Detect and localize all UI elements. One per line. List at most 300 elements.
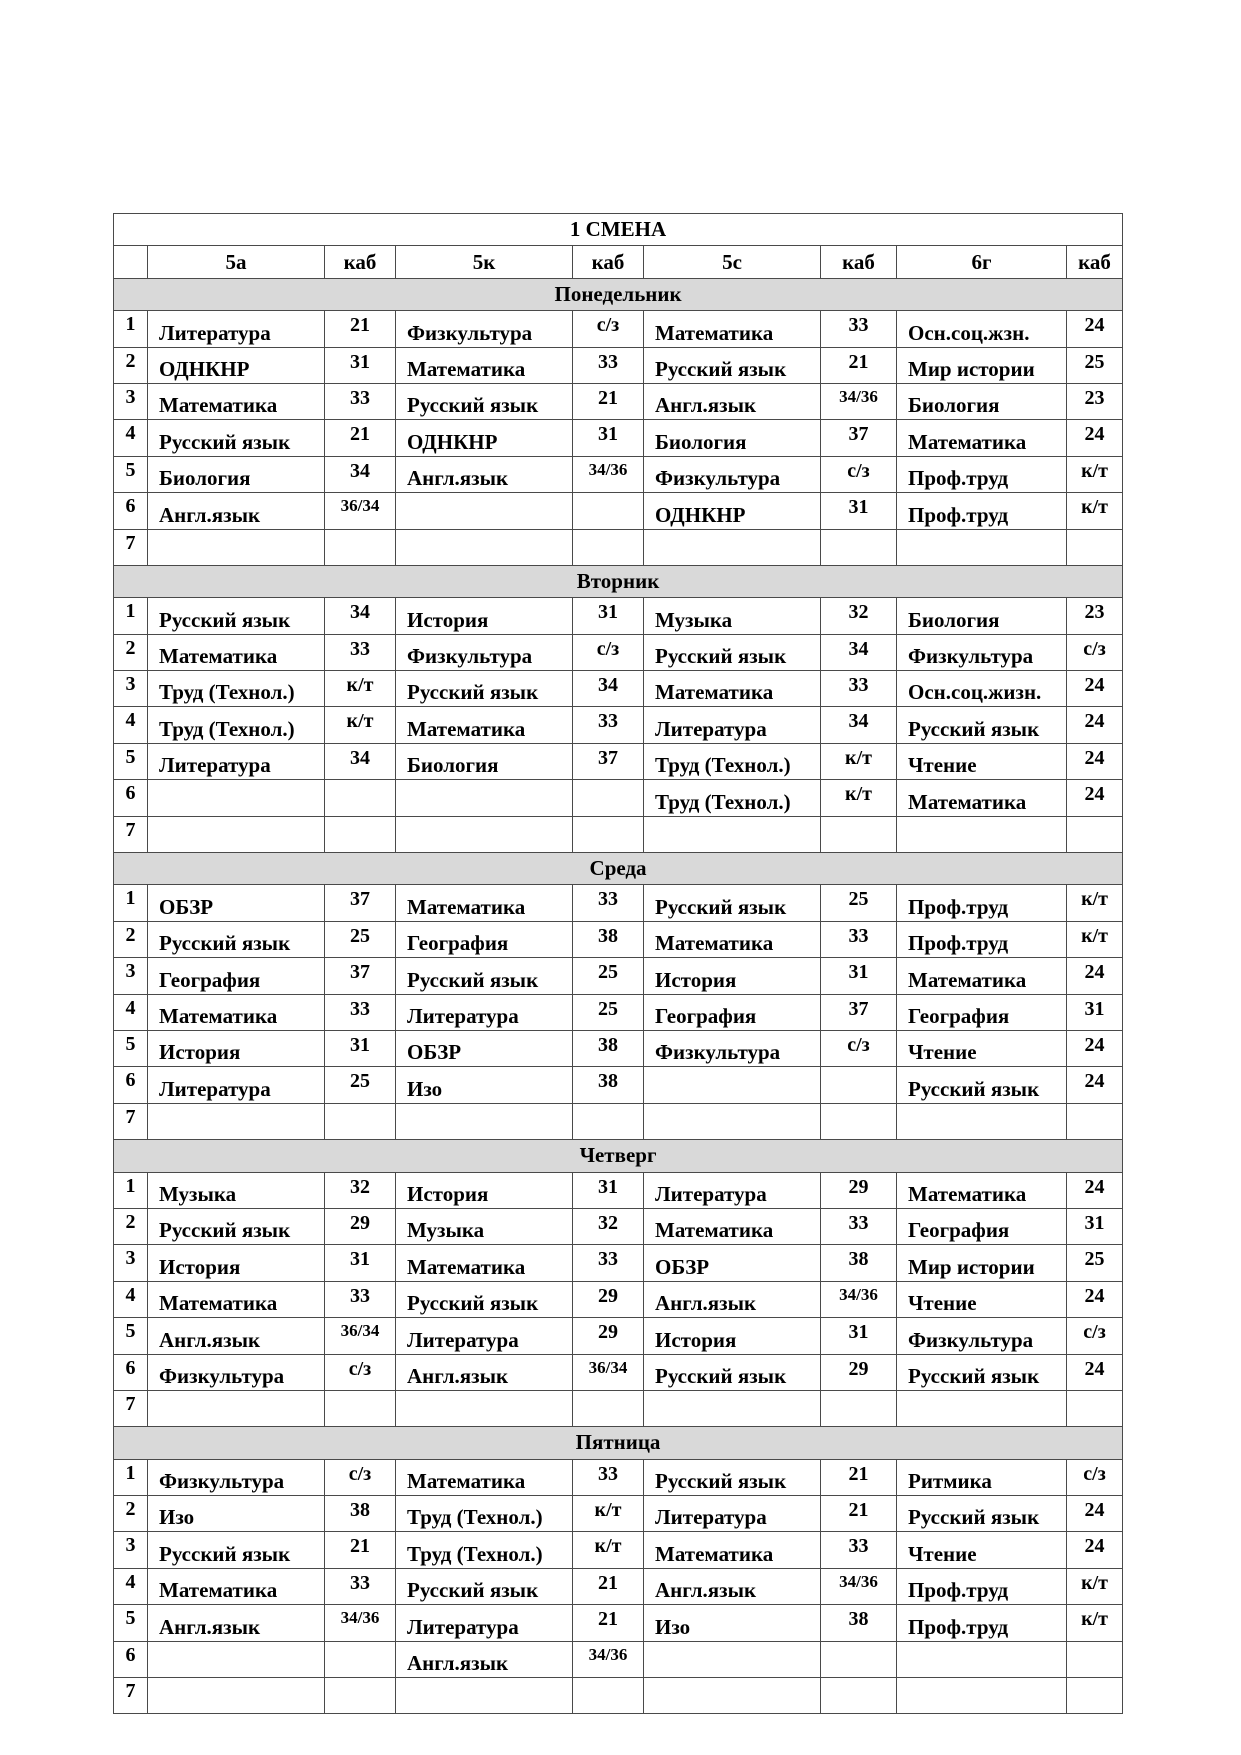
room-6g-cell — [1067, 1390, 1123, 1426]
room-6g-cell: 24 — [1067, 1030, 1123, 1066]
room-6g-cell: с/з — [1067, 634, 1123, 670]
subject-6g-cell: Математика — [897, 958, 1067, 994]
subject-5a-cell: Математика — [148, 1568, 325, 1604]
lesson-row — [114, 420, 1123, 456]
lesson-row — [114, 1678, 1123, 1714]
subject-5a-cell: Русский язык — [148, 1208, 325, 1244]
day-name: Вторник — [114, 565, 1123, 597]
room-5a-cell — [325, 816, 396, 852]
room-6g-cell: 24 — [1067, 1067, 1123, 1103]
room-5s-cell: 34/36 — [821, 383, 897, 419]
subject-5a-cell: Труд (Технол.) — [148, 671, 325, 707]
subject-6g-cell: Физкультура — [897, 634, 1067, 670]
subject-6g-cell: Русский язык — [897, 1496, 1067, 1532]
room-5k-cell: 21 — [573, 383, 644, 419]
subject-5k-cell: Русский язык — [396, 383, 573, 419]
lesson-number-cell: 4 — [114, 420, 148, 456]
room-5s-cell: 31 — [821, 958, 897, 994]
subject-5a-cell: История — [148, 1030, 325, 1066]
lesson-row — [114, 383, 1123, 419]
subject-5s-cell — [644, 529, 821, 565]
subject-5k-cell: История — [396, 1172, 573, 1208]
room-5k-cell: 29 — [573, 1281, 644, 1317]
subject-5k-cell — [396, 1678, 573, 1714]
room-5s-cell: 25 — [821, 885, 897, 921]
room-5k-cell: 31 — [573, 420, 644, 456]
subject-5a-cell — [148, 529, 325, 565]
subject-6g-cell: Русский язык — [897, 707, 1067, 743]
room-5k-cell: к/т — [573, 1532, 644, 1568]
room-6g-cell: 31 — [1067, 1208, 1123, 1244]
room-5s-cell: 38 — [821, 1605, 897, 1641]
room-5a-cell — [325, 1678, 396, 1714]
subject-5s-cell: Музыка — [644, 598, 821, 634]
subject-5s-cell: Литература — [644, 1496, 821, 1532]
room-5k-cell: 33 — [573, 1245, 644, 1281]
room-5a-cell: 25 — [325, 921, 396, 957]
room-5a-cell: 34 — [325, 743, 396, 779]
lesson-number-cell: 3 — [114, 958, 148, 994]
lesson-number-cell: 5 — [114, 456, 148, 492]
subject-5a-cell: Физкультура — [148, 1354, 325, 1390]
room-6g-cell — [1067, 1641, 1123, 1677]
subject-5k-cell: Русский язык — [396, 1568, 573, 1604]
lesson-number-cell: 6 — [114, 780, 148, 816]
subject-5a-cell: Физкультура — [148, 1459, 325, 1495]
day-header-row — [114, 278, 1123, 310]
subject-6g-cell: Математика — [897, 1172, 1067, 1208]
subject-6g-cell: Чтение — [897, 1281, 1067, 1317]
lesson-number-cell: 2 — [114, 1496, 148, 1532]
room-5k-cell — [573, 780, 644, 816]
lesson-number-cell: 4 — [114, 994, 148, 1030]
room-5a-cell: 33 — [325, 994, 396, 1030]
room-5a-cell — [325, 529, 396, 565]
room-6g-cell: 23 — [1067, 598, 1123, 634]
room-5k-cell: 21 — [573, 1568, 644, 1604]
room-6g-cell: 24 — [1067, 707, 1123, 743]
subject-5k-cell — [396, 1390, 573, 1426]
subject-5a-cell: Математика — [148, 383, 325, 419]
subject-5a-cell: ОДНКНР — [148, 347, 325, 383]
room-5s-cell: 21 — [821, 1459, 897, 1495]
subject-5k-cell: Биология — [396, 743, 573, 779]
room-6g-cell: к/т — [1067, 456, 1123, 492]
lesson-row — [114, 1245, 1123, 1281]
room-5s-cell: 33 — [821, 1208, 897, 1244]
room-6g-cell: 25 — [1067, 347, 1123, 383]
lesson-number-cell: 4 — [114, 1568, 148, 1604]
lesson-number-cell: 2 — [114, 1208, 148, 1244]
subject-6g-cell: Ритмика — [897, 1459, 1067, 1495]
room-6g-cell — [1067, 1678, 1123, 1714]
subject-5k-cell: Англ.язык — [396, 1641, 573, 1677]
room-5s-cell: 37 — [821, 994, 897, 1030]
subject-6g-cell: Проф.труд — [897, 885, 1067, 921]
room-6g-cell: с/з — [1067, 1318, 1123, 1354]
subject-5k-cell: География — [396, 921, 573, 957]
room-5k-cell: 38 — [573, 1030, 644, 1066]
room-5a-cell: 36/34 — [325, 1318, 396, 1354]
room-5s-cell: 34 — [821, 634, 897, 670]
subject-6g-cell — [897, 1390, 1067, 1426]
subject-5a-cell — [148, 816, 325, 852]
subject-5a-cell: Русский язык — [148, 921, 325, 957]
lesson-number-cell: 1 — [114, 598, 148, 634]
room-6g-cell: 24 — [1067, 1281, 1123, 1317]
room-5k-cell: 25 — [573, 994, 644, 1030]
subject-5a-cell: Англ.язык — [148, 493, 325, 529]
room-5k-cell: 31 — [573, 1172, 644, 1208]
lesson-number-cell: 7 — [114, 816, 148, 852]
lesson-number-cell: 2 — [114, 921, 148, 957]
subject-6g-cell: Чтение — [897, 1030, 1067, 1066]
subject-5s-cell: Англ.язык — [644, 1568, 821, 1604]
room-5a-cell: 31 — [325, 1245, 396, 1281]
room-5a-cell: 38 — [325, 1496, 396, 1532]
lesson-number-cell: 7 — [114, 1678, 148, 1714]
subject-5s-cell — [644, 1641, 821, 1677]
room-5s-cell: 38 — [821, 1245, 897, 1281]
subject-5k-cell: Англ.язык — [396, 1354, 573, 1390]
subject-6g-cell — [897, 1103, 1067, 1139]
lesson-row — [114, 816, 1123, 852]
subject-6g-cell — [897, 1678, 1067, 1714]
subject-6g-cell: Биология — [897, 598, 1067, 634]
subject-6g-cell: Мир истории — [897, 347, 1067, 383]
subject-5a-cell — [148, 1103, 325, 1139]
lesson-row — [114, 1318, 1123, 1354]
subject-5a-cell: Литература — [148, 1067, 325, 1103]
room-5k-cell — [573, 1103, 644, 1139]
room-5k-cell: 33 — [573, 885, 644, 921]
day-header-row — [114, 853, 1123, 885]
lesson-row — [114, 743, 1123, 779]
lesson-number-cell: 7 — [114, 529, 148, 565]
lesson-row — [114, 1605, 1123, 1641]
header-class-5k: 5к — [396, 246, 573, 278]
lesson-number-cell: 5 — [114, 743, 148, 779]
subject-5k-cell: ОБЗР — [396, 1030, 573, 1066]
lesson-row — [114, 1568, 1123, 1604]
lesson-row — [114, 493, 1123, 529]
lesson-number-cell: 5 — [114, 1318, 148, 1354]
subject-5a-cell — [148, 780, 325, 816]
room-6g-cell: 24 — [1067, 1354, 1123, 1390]
subject-5s-cell: Русский язык — [644, 1459, 821, 1495]
room-5k-cell: к/т — [573, 1496, 644, 1532]
subject-5s-cell: Русский язык — [644, 885, 821, 921]
room-5s-cell: с/з — [821, 456, 897, 492]
room-5s-cell: с/з — [821, 1030, 897, 1066]
subject-5k-cell: Русский язык — [396, 958, 573, 994]
lesson-row — [114, 1172, 1123, 1208]
room-6g-cell — [1067, 816, 1123, 852]
subject-6g-cell: Математика — [897, 420, 1067, 456]
subject-5k-cell: Математика — [396, 347, 573, 383]
subject-6g-cell: Проф.труд — [897, 456, 1067, 492]
room-5a-cell: к/т — [325, 707, 396, 743]
subject-5a-cell: Математика — [148, 634, 325, 670]
room-5a-cell: 34 — [325, 598, 396, 634]
room-5k-cell: 21 — [573, 1605, 644, 1641]
room-6g-cell: к/т — [1067, 1605, 1123, 1641]
subject-6g-cell: Проф.труд — [897, 493, 1067, 529]
subject-5a-cell: Труд (Технол.) — [148, 707, 325, 743]
subject-5s-cell: Физкультура — [644, 456, 821, 492]
lesson-row — [114, 1496, 1123, 1532]
day-name: Четверг — [114, 1140, 1123, 1172]
day-name: Пятница — [114, 1427, 1123, 1459]
subject-5s-cell: Биология — [644, 420, 821, 456]
subject-5s-cell: Математика — [644, 1532, 821, 1568]
room-5k-cell: 32 — [573, 1208, 644, 1244]
subject-6g-cell: География — [897, 1208, 1067, 1244]
lesson-row — [114, 1354, 1123, 1390]
subject-5k-cell — [396, 1103, 573, 1139]
room-6g-cell — [1067, 1103, 1123, 1139]
lesson-number-cell: 7 — [114, 1103, 148, 1139]
room-5s-cell: 37 — [821, 420, 897, 456]
room-5k-cell — [573, 1678, 644, 1714]
subject-5k-cell: Математика — [396, 1245, 573, 1281]
room-5s-cell — [821, 1067, 897, 1103]
subject-5k-cell: Литература — [396, 1605, 573, 1641]
subject-5k-cell: Англ.язык — [396, 456, 573, 492]
subject-5a-cell: Русский язык — [148, 1532, 325, 1568]
subject-6g-cell: Осн.соц.жзн. — [897, 311, 1067, 347]
lesson-number-cell: 2 — [114, 634, 148, 670]
room-5a-cell: 37 — [325, 958, 396, 994]
schedule-body — [114, 214, 1123, 1714]
room-6g-cell: 24 — [1067, 420, 1123, 456]
lesson-number-cell: 3 — [114, 1532, 148, 1568]
subject-5s-cell: Изо — [644, 1605, 821, 1641]
room-5s-cell: 21 — [821, 347, 897, 383]
subject-5s-cell: Физкультура — [644, 1030, 821, 1066]
header-room-5s: каб — [821, 246, 897, 278]
subject-5k-cell: Музыка — [396, 1208, 573, 1244]
subject-6g-cell: Проф.труд — [897, 1605, 1067, 1641]
subject-5s-cell — [644, 1103, 821, 1139]
lesson-number-cell: 1 — [114, 885, 148, 921]
subject-5k-cell: Труд (Технол.) — [396, 1532, 573, 1568]
room-6g-cell: 24 — [1067, 311, 1123, 347]
lesson-number-cell: 2 — [114, 347, 148, 383]
lesson-row — [114, 671, 1123, 707]
day-header-row — [114, 1427, 1123, 1459]
subject-5s-cell: Англ.язык — [644, 1281, 821, 1317]
room-5a-cell — [325, 1103, 396, 1139]
schedule-table — [113, 213, 1123, 1714]
header-row — [114, 246, 1123, 278]
room-5a-cell: 21 — [325, 420, 396, 456]
room-5k-cell: 25 — [573, 958, 644, 994]
lesson-number-cell: 3 — [114, 671, 148, 707]
room-5a-cell: 33 — [325, 1568, 396, 1604]
room-6g-cell: 24 — [1067, 743, 1123, 779]
day-name: Среда — [114, 853, 1123, 885]
subject-5a-cell: Биология — [148, 456, 325, 492]
subject-5k-cell: Русский язык — [396, 671, 573, 707]
lesson-number-cell: 6 — [114, 1641, 148, 1677]
subject-5s-cell: Русский язык — [644, 1354, 821, 1390]
room-5s-cell: 34/36 — [821, 1568, 897, 1604]
room-5a-cell: 32 — [325, 1172, 396, 1208]
room-5s-cell: 33 — [821, 311, 897, 347]
subject-5s-cell: Литература — [644, 1172, 821, 1208]
subject-5k-cell — [396, 816, 573, 852]
subject-5s-cell: Русский язык — [644, 347, 821, 383]
room-5a-cell: к/т — [325, 671, 396, 707]
room-5k-cell: 34 — [573, 671, 644, 707]
room-6g-cell: 23 — [1067, 383, 1123, 419]
subject-5k-cell — [396, 493, 573, 529]
day-header-row — [114, 1140, 1123, 1172]
header-room-5k: каб — [573, 246, 644, 278]
subject-5s-cell: ОДНКНР — [644, 493, 821, 529]
room-5k-cell: 33 — [573, 347, 644, 383]
subject-6g-cell: Биология — [897, 383, 1067, 419]
room-5s-cell — [821, 1103, 897, 1139]
room-5a-cell — [325, 780, 396, 816]
room-5a-cell: 34/36 — [325, 1605, 396, 1641]
room-5s-cell — [821, 529, 897, 565]
room-6g-cell: к/т — [1067, 493, 1123, 529]
lesson-row — [114, 1459, 1123, 1495]
room-5a-cell: 33 — [325, 383, 396, 419]
room-6g-cell: 31 — [1067, 994, 1123, 1030]
subject-5s-cell — [644, 1678, 821, 1714]
room-5a-cell: 25 — [325, 1067, 396, 1103]
lesson-row — [114, 1103, 1123, 1139]
room-5s-cell: 31 — [821, 1318, 897, 1354]
room-5k-cell: 31 — [573, 598, 644, 634]
room-5s-cell: 33 — [821, 1532, 897, 1568]
subject-5s-cell: История — [644, 1318, 821, 1354]
subject-5a-cell: Литература — [148, 311, 325, 347]
subject-6g-cell: Русский язык — [897, 1067, 1067, 1103]
lesson-row — [114, 311, 1123, 347]
room-5k-cell — [573, 493, 644, 529]
lesson-row — [114, 707, 1123, 743]
subject-5s-cell: Математика — [644, 921, 821, 957]
room-5s-cell — [821, 1641, 897, 1677]
lesson-number-cell: 1 — [114, 1459, 148, 1495]
room-6g-cell: 24 — [1067, 780, 1123, 816]
room-5a-cell: с/з — [325, 1354, 396, 1390]
lesson-row — [114, 598, 1123, 634]
subject-5k-cell — [396, 780, 573, 816]
subject-5k-cell: ОДНКНР — [396, 420, 573, 456]
room-5k-cell — [573, 529, 644, 565]
lesson-number-cell: 3 — [114, 383, 148, 419]
header-room-6g: каб — [1067, 246, 1123, 278]
lesson-number-cell: 6 — [114, 1067, 148, 1103]
header-class-5s: 5с — [644, 246, 821, 278]
subject-5k-cell: Математика — [396, 885, 573, 921]
room-5s-cell: 34 — [821, 707, 897, 743]
subject-5s-cell — [644, 1390, 821, 1426]
room-5k-cell: с/з — [573, 311, 644, 347]
title-row — [114, 214, 1123, 246]
subject-5k-cell: Физкультура — [396, 634, 573, 670]
lesson-row — [114, 885, 1123, 921]
subject-5a-cell: Англ.язык — [148, 1605, 325, 1641]
subject-5a-cell — [148, 1390, 325, 1426]
room-5s-cell: 31 — [821, 493, 897, 529]
lesson-number-cell: 6 — [114, 1354, 148, 1390]
room-5s-cell: 33 — [821, 921, 897, 957]
subject-5s-cell — [644, 1067, 821, 1103]
room-5a-cell: с/з — [325, 1459, 396, 1495]
room-5a-cell: 29 — [325, 1208, 396, 1244]
room-5k-cell: 38 — [573, 921, 644, 957]
room-5a-cell: 21 — [325, 1532, 396, 1568]
room-5s-cell: 32 — [821, 598, 897, 634]
subject-5a-cell: Изо — [148, 1496, 325, 1532]
room-5s-cell: 21 — [821, 1496, 897, 1532]
room-5k-cell: с/з — [573, 634, 644, 670]
room-6g-cell: с/з — [1067, 1459, 1123, 1495]
room-5k-cell: 33 — [573, 707, 644, 743]
room-6g-cell: 24 — [1067, 1496, 1123, 1532]
lesson-number-cell: 4 — [114, 707, 148, 743]
lesson-row — [114, 958, 1123, 994]
lesson-row — [114, 921, 1123, 957]
room-5a-cell: 34 — [325, 456, 396, 492]
subject-5s-cell: Труд (Технол.) — [644, 780, 821, 816]
header-lesson-number — [114, 246, 148, 278]
subject-5a-cell — [148, 1678, 325, 1714]
room-5a-cell: 37 — [325, 885, 396, 921]
lesson-row — [114, 1281, 1123, 1317]
subject-5k-cell: Математика — [396, 707, 573, 743]
subject-5s-cell: История — [644, 958, 821, 994]
room-5a-cell: 21 — [325, 311, 396, 347]
room-5a-cell: 31 — [325, 347, 396, 383]
lesson-row — [114, 1208, 1123, 1244]
subject-5a-cell: Русский язык — [148, 420, 325, 456]
lesson-row — [114, 1030, 1123, 1066]
lesson-number-cell: 1 — [114, 1172, 148, 1208]
room-5s-cell — [821, 1390, 897, 1426]
lesson-row — [114, 1641, 1123, 1677]
subject-6g-cell: Физкультура — [897, 1318, 1067, 1354]
room-5s-cell: 34/36 — [821, 1281, 897, 1317]
lesson-row — [114, 1532, 1123, 1568]
subject-5s-cell: Русский язык — [644, 634, 821, 670]
lesson-number-cell: 5 — [114, 1030, 148, 1066]
lesson-number-cell: 4 — [114, 1281, 148, 1317]
room-5k-cell — [573, 816, 644, 852]
subject-5s-cell: Математика — [644, 671, 821, 707]
room-6g-cell: 25 — [1067, 1245, 1123, 1281]
header-class-5a: 5а — [148, 246, 325, 278]
room-6g-cell: 24 — [1067, 671, 1123, 707]
room-5k-cell — [573, 1390, 644, 1426]
lesson-row — [114, 780, 1123, 816]
subject-5k-cell: История — [396, 598, 573, 634]
room-5k-cell: 33 — [573, 1459, 644, 1495]
lesson-row — [114, 994, 1123, 1030]
subject-5a-cell: География — [148, 958, 325, 994]
subject-6g-cell: Математика — [897, 780, 1067, 816]
lesson-row — [114, 529, 1123, 565]
subject-5s-cell — [644, 816, 821, 852]
subject-6g-cell: География — [897, 994, 1067, 1030]
subject-5k-cell: Литература — [396, 994, 573, 1030]
